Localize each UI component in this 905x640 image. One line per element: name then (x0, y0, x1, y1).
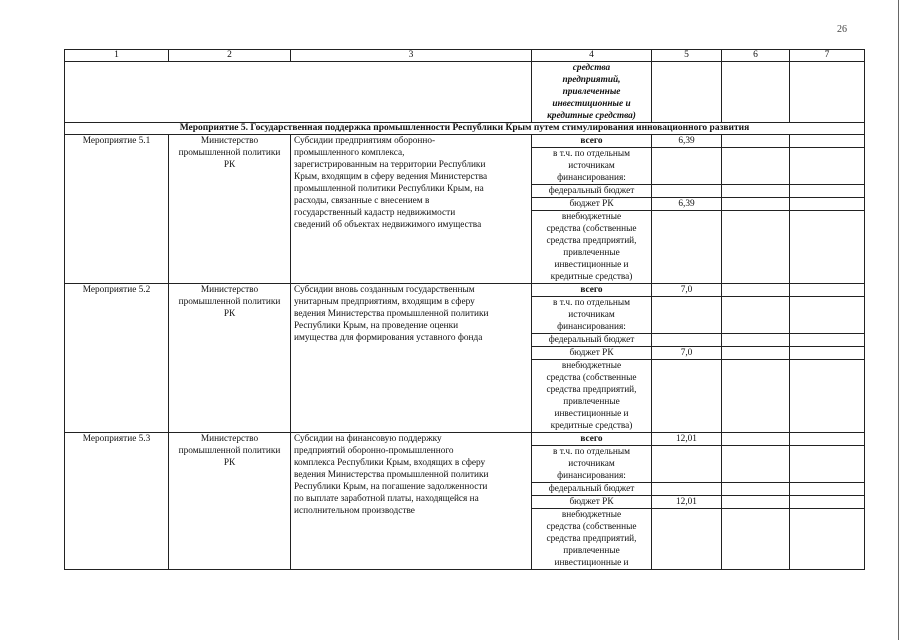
text-line: в т.ч. по отдельным (553, 298, 630, 308)
text-line: Министерство (200, 434, 259, 444)
text-line: средства (572, 63, 611, 73)
text-line: комплекса Республики Крым, входящих в сферу (294, 458, 486, 468)
text-line: внебюджетные (561, 361, 622, 371)
text-line: зарегистрированным на территории Республики (294, 160, 486, 170)
source-incl (532, 148, 652, 185)
text-line: средства (собственные (546, 522, 637, 532)
text-line: в т.ч. по отдельным (553, 447, 630, 457)
source-total: всего (532, 135, 652, 148)
text-line: источникам (568, 310, 615, 320)
text-line: Субсидии на финансовую поддержку (294, 434, 442, 444)
text-line: привлеченные (562, 87, 621, 97)
value-rk: 7,0 (652, 347, 722, 360)
measure-row (65, 135, 865, 148)
source-total: всего (532, 433, 652, 446)
measure-row (65, 284, 865, 297)
continuation-sources (532, 62, 652, 123)
text-line: источникам (568, 459, 615, 469)
value-total: 12,01 (652, 433, 722, 446)
text-line: промышленной политики (178, 148, 281, 158)
text-line: имущества для формирования уставного фонда (294, 333, 483, 343)
value-rk: 12,01 (652, 496, 722, 509)
continuation-row (65, 62, 865, 123)
text-line: кредитные средства) (547, 111, 636, 121)
text-line: предприятий оборонно-промышленного (294, 446, 454, 456)
source-incl (532, 297, 652, 334)
measure-description (291, 284, 532, 433)
measure-executor (169, 284, 291, 433)
text-line: внебюджетные (561, 510, 622, 520)
measure-description (291, 433, 532, 570)
text-line: инвестиционные и (552, 99, 631, 109)
col-header-6: 6 (722, 50, 790, 62)
table-header-row (65, 50, 865, 62)
text-line: Республики Крым, на проведение оценки (294, 321, 459, 331)
source-total: всего (532, 284, 652, 297)
text-line: источникам (568, 161, 615, 171)
text-line: Министерство (200, 285, 259, 295)
text-line: РК (223, 309, 236, 319)
source-federal: федеральный бюджет (532, 185, 652, 198)
text-line: сведений об объектах недвижимого имущества (294, 220, 482, 230)
page-number: 26 (837, 24, 847, 35)
source-incl (532, 446, 652, 483)
source-federal: федеральный бюджет (532, 483, 652, 496)
measure-id: Мероприятие 5.2 (65, 284, 169, 433)
text-line: РК (223, 458, 236, 468)
col-header-5: 5 (652, 50, 722, 62)
value-total: 6,39 (652, 135, 722, 148)
col-header-1: 1 (65, 50, 169, 62)
source-extrabudget (532, 360, 652, 433)
text-line: средства предприятий, (546, 236, 637, 246)
text-line: средства (собственные (546, 373, 637, 383)
text-line: финансирования: (557, 471, 626, 481)
measure-row (65, 433, 865, 446)
text-line: ведения Министерства промышленной политики (294, 309, 489, 319)
source-extrabudget (532, 211, 652, 284)
text-line: унитарным предприятиям, входящим в сферу (294, 297, 475, 307)
source-rk: бюджет РК (532, 496, 652, 509)
text-line: кредитные средства) (550, 421, 633, 431)
text-line: по выплате заработной платы, находящейся на (294, 494, 479, 504)
measure-executor (169, 135, 291, 284)
source-extrabudget (532, 509, 652, 570)
text-line: Крым, входящим в сферу ведения Министерства (294, 172, 488, 182)
value-rk: 6,39 (652, 198, 722, 211)
value-total: 7,0 (652, 284, 722, 297)
text-line: Министерство (200, 136, 259, 146)
col-header-3: 3 (291, 50, 532, 62)
text-line: инвестиционные и (554, 260, 629, 270)
text-line: финансирования: (557, 173, 626, 183)
text-line: Субсидии вновь созданным государственным (294, 285, 475, 295)
text-line: внебюджетные (561, 212, 622, 222)
col-header-2: 2 (169, 50, 291, 62)
section-title: Мероприятие 5. Государственная поддержка промышленности Республики Крым путем стимулирования инновационного развития (65, 123, 865, 135)
text-line: привлеченные (563, 397, 620, 407)
text-line: ведения Министерства промышленной политики (294, 470, 489, 480)
text-line: промышленной политики Республики Крым, на (294, 184, 484, 194)
text-line: исполнительном производстве (294, 506, 415, 516)
text-line: привлеченные (563, 546, 620, 556)
text-line: Республики Крым, на погашение задолженности (294, 482, 488, 492)
scan-edge (898, 0, 905, 640)
text-line: инвестиционные и (554, 409, 629, 419)
measure-id: Мероприятие 5.1 (65, 135, 169, 284)
text-line: Субсидии предприятиям оборонно- (294, 136, 436, 146)
text-line: промышленной политики (178, 297, 281, 307)
text-line: финансирования: (557, 322, 626, 332)
source-rk: бюджет РК (532, 347, 652, 360)
section-row (65, 123, 865, 135)
measure-description (291, 135, 532, 284)
text-line: инвестиционные и (554, 558, 629, 568)
text-line: предприятий, (562, 75, 621, 85)
continuation-blank (65, 62, 532, 123)
text-line: средства предприятий, (546, 534, 637, 544)
measure-executor (169, 433, 291, 570)
col-header-7: 7 (790, 50, 865, 62)
source-federal: федеральный бюджет (532, 334, 652, 347)
source-rk: бюджет РК (532, 198, 652, 211)
col-header-4: 4 (532, 50, 652, 62)
measure-id: Мероприятие 5.3 (65, 433, 169, 570)
text-line: промышленной политики (178, 446, 281, 456)
funding-table (64, 49, 865, 570)
text-line: средства предприятий, (546, 385, 637, 395)
text-line: государственный кадастр недвижимости (294, 208, 456, 218)
text-line: привлеченные (563, 248, 620, 258)
text-line: средства (собственные (546, 224, 637, 234)
text-line: расходы, связанные с внесением в (294, 196, 430, 206)
text-line: РК (223, 160, 236, 170)
text-line: в т.ч. по отдельным (553, 149, 630, 159)
text-line: промышленного комплекса, (294, 148, 405, 158)
text-line: кредитные средства) (550, 272, 633, 282)
